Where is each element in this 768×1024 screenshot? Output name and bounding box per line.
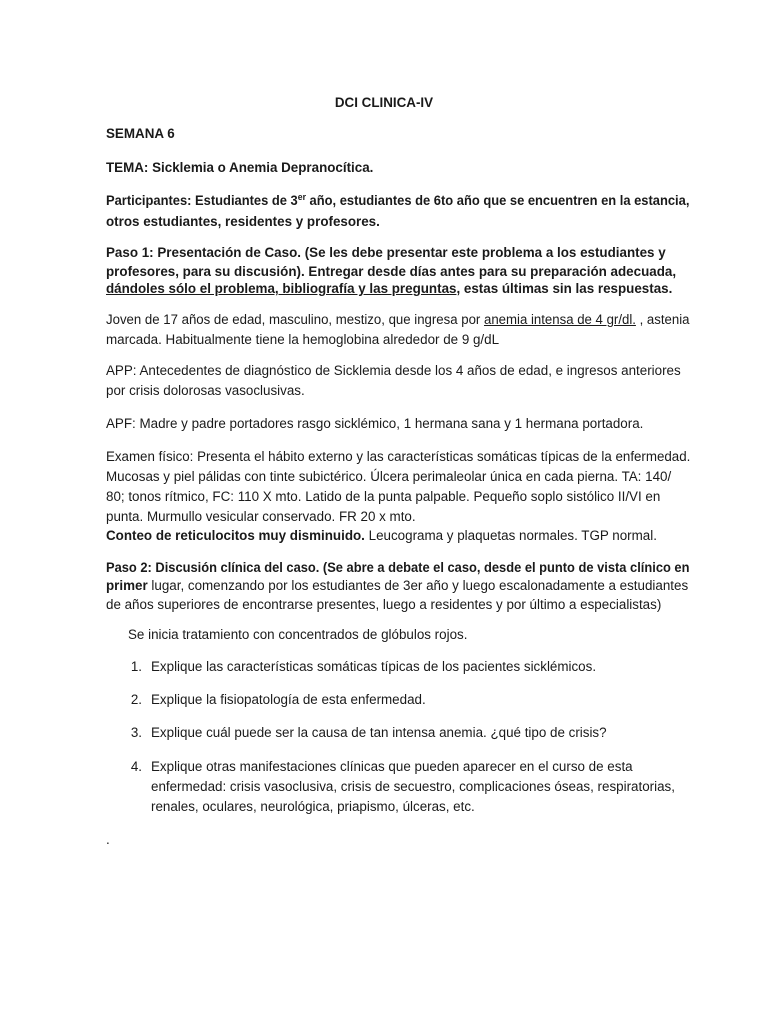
exam-line-2: Mucosas y piel pálidas con tinte subictérico. Úlcera perimaleolar única en cada pierna. TA: 140/ (106, 469, 672, 484)
exam-line-1: Examen físico: Presenta el hábito externo y las características somáticas típicas de la enfermedad. (106, 449, 691, 464)
document-title: DCI CLINICA-IV (334, 95, 434, 110)
participants-text-a: Participantes: Estudiantes de 3 (106, 193, 298, 208)
reticulocyte-bold-text: Conteo de reticulocitos muy disminuido. (106, 528, 365, 543)
case-line-1 (106, 311, 690, 329)
participants-line-1 (106, 192, 689, 210)
exam-line-5-rest: Leucograma y plaquetas normales. TGP normal. (364, 528, 657, 543)
exam-line-3: 80; tonos rítmico, FC: 110 X mto. Latido de la punta palpable. Pequeño soplo sistólico II/VI en (106, 489, 661, 504)
step1-line-3 (106, 280, 672, 298)
step2-line-3: de años superiores de encontrarse presentes, luego a residentes y por último a especialistas) (106, 597, 662, 612)
participants-line-2: otros estudiantes, residentes y profesores. (106, 214, 380, 229)
question-number: 1. (130, 659, 142, 674)
app-line-2: por crisis dolorosas vasoclusivas. (106, 383, 305, 398)
question-text: renales, oculares, neurológica, priapismo, úlceras, etc. (151, 799, 475, 814)
step1-line-1: Paso 1: Presentación de Caso. (Se les debe presentar este problema a los estudiantes y (106, 245, 666, 260)
apf-line: APF: Madre y padre portadores rasgo sicklémico, 1 hermana sana y 1 hermana portadora. (106, 416, 644, 431)
question-text: Explique cuál puede ser la causa de tan intensa anemia. ¿qué tipo de crisis? (151, 725, 607, 740)
topic-heading: TEMA: Sicklemia o Anemia Depranocítica. (106, 160, 374, 175)
case-line-2: marcada. Habitualmente tiene la hemoglobina alrededor de 9 g/dL (106, 332, 500, 347)
exam-line-5 (106, 527, 657, 545)
treatment-line: Se inicia tratamiento con concentrados de glóbulos rojos. (128, 627, 468, 642)
participants-superscript: er (297, 192, 306, 202)
participants-text-b: año, estudiantes de 6to año que se encuentren en la estancia, (305, 193, 690, 208)
week-label: SEMANA 6 (106, 126, 175, 141)
case-text-b: , astenia (635, 312, 690, 327)
trailing-dot: . (106, 832, 110, 847)
step2-bold-word: primer (106, 578, 148, 593)
case-text-a: Joven de 17 años de edad, masculino, mestizo, que ingresa por (106, 312, 484, 327)
question-text: Explique las características somáticas típicas de los pacientes sicklémicos. (151, 659, 597, 674)
step1-line-2: profesores, para su discusión). Entregar desde días antes para su preparación adecuada, (106, 264, 677, 279)
step2-line-2 (106, 577, 689, 595)
question-text: enfermedad: crisis vasoclusiva, crisis de secuestro, complicaciones óseas, respiratorias, (151, 779, 675, 794)
step2-line-1: Paso 2: Discusión clínica del caso. (Se abre a debate el caso, desde el punto de vista clínico en (106, 560, 690, 575)
exam-line-4: punta. Murmullo vesicular conservado. FR 20 x mto. (106, 509, 416, 524)
step1-underlined-text: dándoles sólo el problema, bibliografía y las preguntas (106, 281, 457, 296)
question-text: Explique la fisiopatología de esta enfermedad. (151, 692, 426, 707)
question-text: Explique otras manifestaciones clínicas que pueden aparecer en el curso de esta (151, 759, 633, 774)
question-number: 3. (130, 725, 142, 740)
question-number: 2. (130, 692, 142, 707)
step2-line-2-rest: lugar, comenzando por los estudiantes de 3er año y luego escalonadamente a estudiantes (147, 578, 689, 593)
case-underlined-text: anemia intensa de 4 gr/dl. (483, 312, 636, 327)
step1-rest-text: , estas últimas sin las respuestas. (456, 281, 673, 296)
app-line-1: APP: Antecedentes de diagnóstico de Sicklemia desde los 4 años de edad, e ingresos anteriores (106, 363, 681, 378)
question-number: 4. (130, 759, 142, 774)
